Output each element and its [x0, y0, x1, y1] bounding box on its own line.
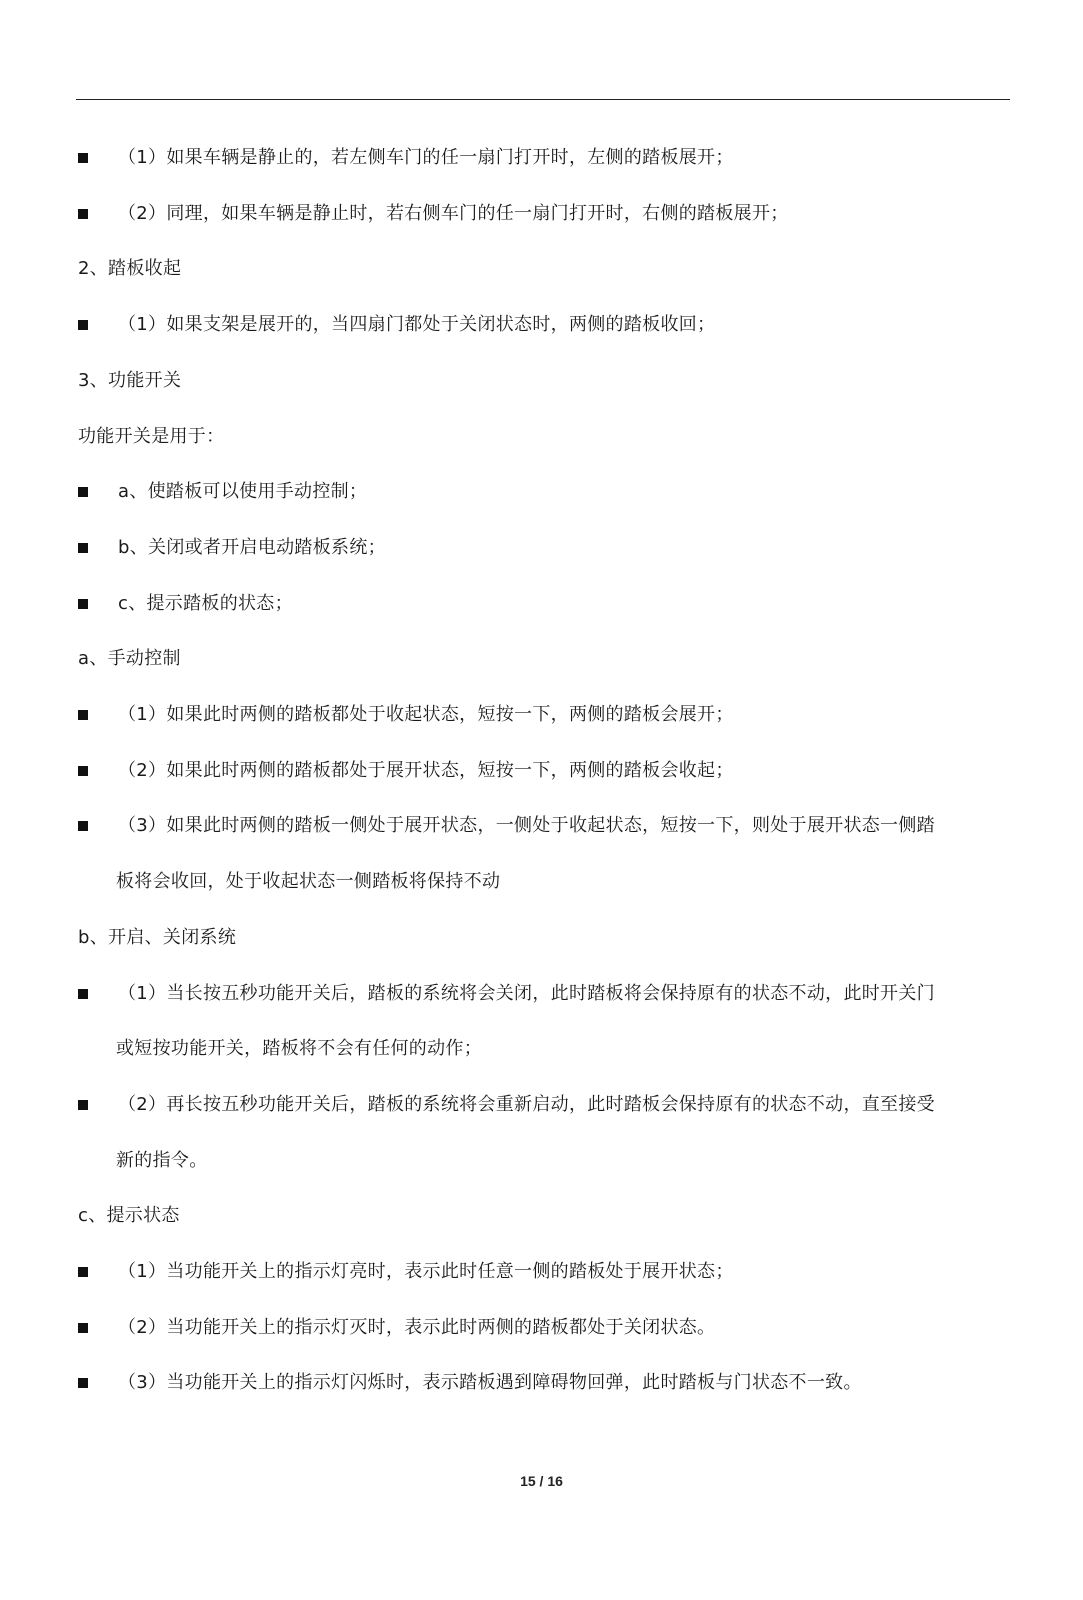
- bullet-icon: [78, 487, 88, 497]
- bullet-icon: [78, 1267, 88, 1277]
- list-item: （3）如果此时两侧的踏板一侧处于展开状态，一侧处于收起状态，短按一下，则处于展开状态一侧踏: [118, 815, 935, 836]
- bullet-icon: [78, 989, 88, 999]
- section-heading: 3、功能开关: [78, 370, 182, 391]
- bullet-icon: [78, 599, 88, 609]
- list-item: （2）当功能开关上的指示灯灭时，表示此时两侧的踏板都处于关闭状态。: [118, 1317, 716, 1338]
- list-item: （1）当长按五秒功能开关后，踏板的系统将会关闭，此时踏板将会保持原有的状态不动，此时开关门: [118, 983, 935, 1004]
- list-item-continuation: 板将会收回，处于收起状态一侧踏板将保持不动: [116, 871, 501, 892]
- section-heading: 2、踏板收起: [78, 258, 182, 279]
- bullet-icon: [78, 821, 88, 831]
- list-item-continuation: 或短按功能开关，踏板将不会有任何的动作；: [116, 1038, 482, 1059]
- bullet-icon: [78, 710, 88, 720]
- bullet-icon: [78, 1323, 88, 1333]
- list-item: （3）当功能开关上的指示灯闪烁时，表示踏板遇到障碍物回弹，此时踏板与门状态不一致。: [118, 1372, 862, 1393]
- section-heading: 功能开关是用于：: [78, 426, 225, 447]
- section-heading: c、提示状态: [78, 1205, 180, 1226]
- list-item: （1）如果支架是展开的，当四扇门都处于关闭状态时，两侧的踏板收回；: [118, 314, 716, 335]
- bullet-icon: [78, 543, 88, 553]
- list-item: （2）同理，如果车辆是静止时，若右侧车门的任一扇门打开时，右侧的踏板展开；: [118, 203, 789, 224]
- list-item: （1）如果车辆是静止的，若左侧车门的任一扇门打开时，左侧的踏板展开；: [118, 147, 734, 168]
- bullet-icon: [78, 209, 88, 219]
- section-heading: b、开启、关闭系统: [78, 927, 237, 948]
- list-item-continuation: 新的指令。: [116, 1150, 208, 1171]
- list-item: （1）当功能开关上的指示灯亮时，表示此时任意一侧的踏板处于展开状态；: [118, 1261, 734, 1282]
- section-heading: a、手动控制: [78, 648, 181, 669]
- list-item: b、关闭或者开启电动踏板系统；: [118, 537, 386, 558]
- list-item: a、使踏板可以使用手动控制；: [118, 481, 368, 502]
- bullet-icon: [78, 320, 88, 330]
- bullet-icon: [78, 1100, 88, 1110]
- list-item: （1）如果此时两侧的踏板都处于收起状态，短按一下，两侧的踏板会展开；: [118, 704, 734, 725]
- bullet-icon: [78, 153, 88, 163]
- bullet-icon: [78, 1378, 88, 1388]
- page-number: 15 / 16: [520, 1473, 563, 1489]
- list-item: （2）如果此时两侧的踏板都处于展开状态，短按一下，两侧的踏板会收起；: [118, 760, 734, 781]
- list-item: c、提示踏板的状态；: [118, 593, 293, 614]
- list-item: （2）再长按五秒功能开关后，踏板的系统将会重新启动，此时踏板会保持原有的状态不动，直至接受: [118, 1094, 935, 1115]
- bullet-icon: [78, 766, 88, 776]
